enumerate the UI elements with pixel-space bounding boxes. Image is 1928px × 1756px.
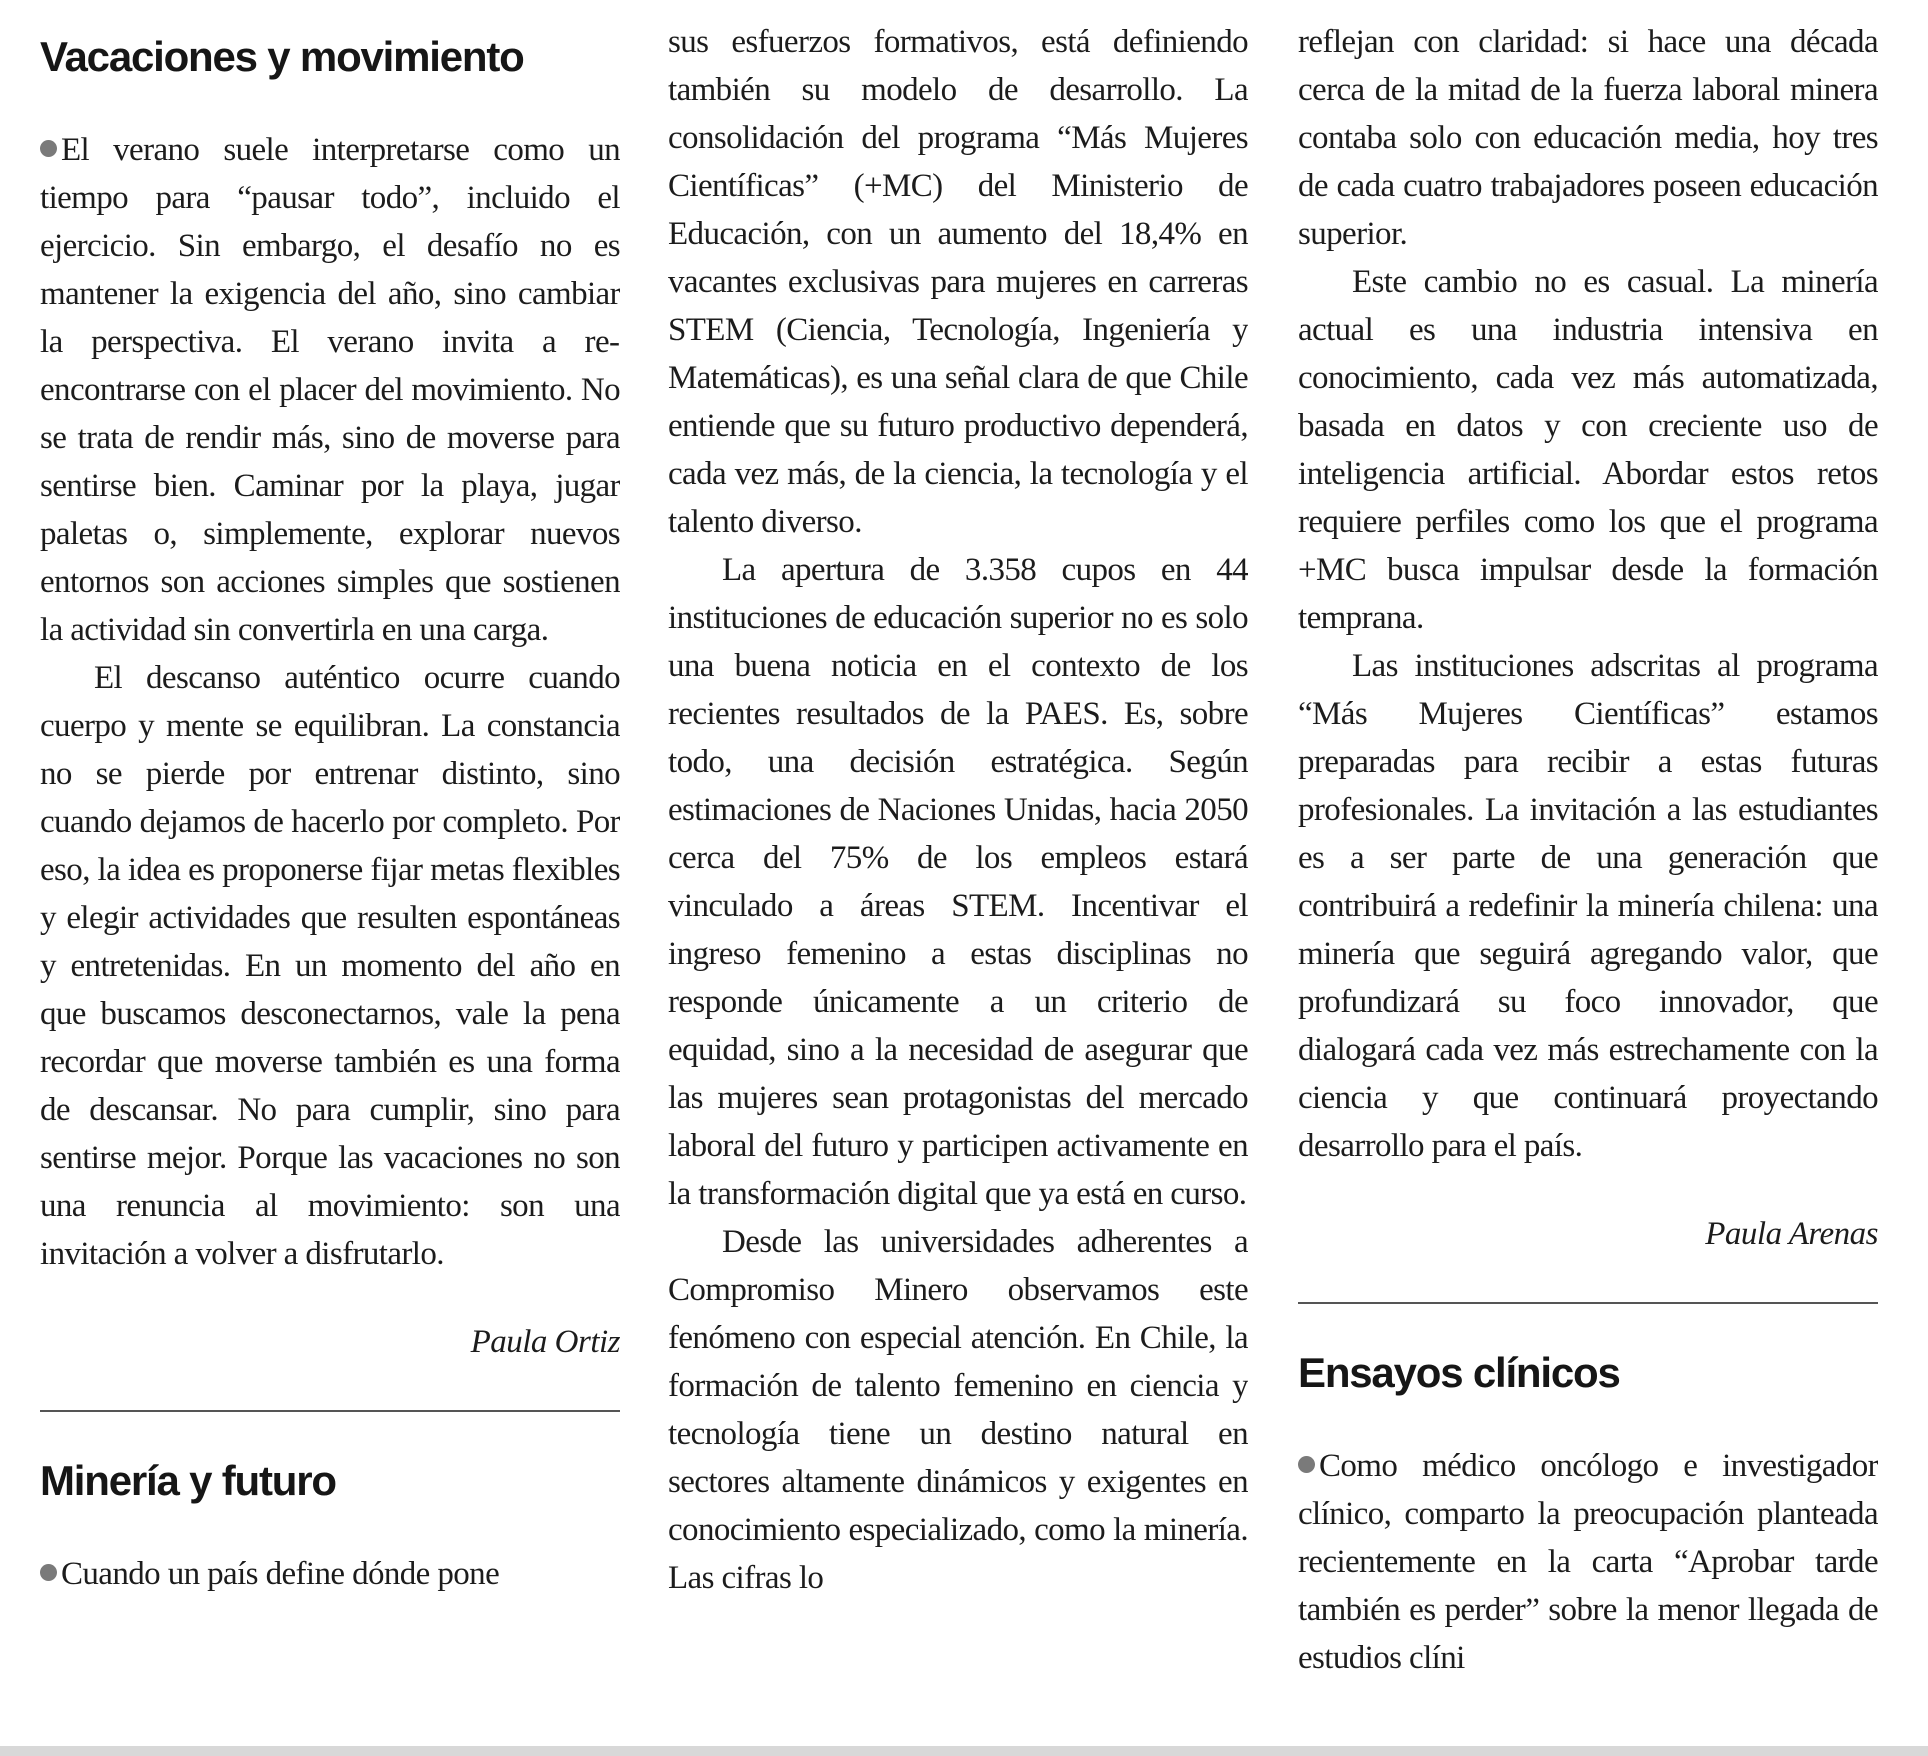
article-vacaciones-paragraph-1-text: El verano suele interpretarse como un tiempo para “pausar todo”, incluido el ejercicio. Sin embargo, el desafío no es mantener la exigencia del año, sino cambiar la perspectiva. El verano invita a reencontrarse con el placer del movimiento. No se trata de rendir más, sino de moverse para sentirse bien. Caminar por la playa, jugar paletas o, simplemente, explorar nuevos entornos son acciones simples que sostienen la actividad sin convertirla en una carga. [40, 132, 620, 648]
section-divider [40, 1410, 620, 1412]
section-divider [1298, 1302, 1878, 1304]
article-vacaciones-paragraph-2: El descanso auténtico ocurre cuando cuerpo y mente se equilibran. La constancia no se pierde por entrenar distinto, sino cuando dejamos de hacerlo por completo. Por eso, la idea es proponerse fijar metas flexibles y elegir actividades que resulten espontáneas y entretenidas. En un momento del año en que buscamos desconectarnos, vale la pena recordar que moverse también es una forma de descansar. No para cumplir, sino para sentirse mejor. Porque las vacaciones no son una renuncia al movimiento: son una invitación a volver a disfrutarlo. [40, 660, 620, 1272]
article-mineria-paragraph-cont: sus esfuerzos formativos, está definiendo también su modelo de desarrollo. La consolidación del programa “Más Mujeres Científicas” (+MC) del Ministerio de Educación, con un aumento del 18,4% en vacantes exclusivas para mujeres en carreras STEM (Ciencia, Tecnología, Ingeniería y Matemáticas), es una señal clara de que Chile entiende que su futuro productivo dependerá, cada vez más, de la ciencia, la tecnología y el talento diverso. [668, 24, 1248, 540]
page-bottom-edge [0, 1746, 1928, 1756]
article-ensayos-paragraph-1 [1298, 1442, 1878, 1682]
article-mineria-paragraph-2: La apertura de 3.358 cupos en 44 instituciones de educación superior no es solo una buena noticia en el contexto de los recientes resultados de la PAES. Es, sobre todo, una decisión estratégica. Según estimaciones de Naciones Unidas, hacia 2050 cerca del 75% de los empleos estará vinculado a áreas STEM. Incentivar el ingreso femenino a estas disciplinas no responde únicamente a un criterio de equidad, sino a la necesidad de asegurar que las mujeres sean protagonistas del mercado laboral del futuro y participen activamente en la transformación digital que ya está en curso. [668, 552, 1248, 1212]
column-right [1298, 18, 1878, 1738]
bullet-dot-icon [40, 140, 57, 157]
author-signature-arenas: Paula Arenas [1705, 1216, 1878, 1252]
bullet-dot-icon [40, 1564, 57, 1581]
article-mineria-paragraph-1-text: Cuando un país define dónde pone [61, 1556, 500, 1592]
headline-mineria: Minería y futuro [40, 1457, 336, 1504]
headline-vacaciones: Vacaciones y movimiento [40, 33, 524, 80]
article-mineria-paragraph-1 [40, 1550, 620, 1598]
article-mineria-paragraph-5: Las instituciones adscritas al programa “Más Mujeres Científicas” estamos preparadas para recibir a estas futuras profesionales. La invitación a las estudiantes es a ser parte de una generación que contribuirá a redefinir la minería chilena: una minería que seguirá agregando valor, que profundizará su foco innovador, que dialogará cada vez más estrechamente con la ciencia y que continuará proyectando desarrollo para el país. [1298, 648, 1878, 1164]
author-signature-ortiz: Paula Ortiz [470, 1324, 620, 1360]
article-ensayos-paragraph-1-text: Como médico oncólogo e investigador clínico, comparto la preocupación planteada recientemente en la carta “Aprobar tarde también es perder” sobre la menor llegada de estudios clíni [1298, 1448, 1878, 1676]
article-vacaciones-paragraph-1 [40, 126, 620, 654]
article-mineria-paragraph-4: Este cambio no es casual. La minería actual es una industria intensiva en conocimiento, cada vez más automatizada, basada en datos y con creciente uso de inteligencia artificial. Abordar estos retos requiere perfiles como los que el programa +MC busca impulsar desde la formación temprana. [1298, 264, 1878, 636]
headline-ensayos: Ensayos clínicos [1298, 1349, 1620, 1396]
bullet-dot-icon [1298, 1456, 1315, 1473]
article-mineria-paragraph-3: Desde las universidades adherentes a Compromiso Minero observamos este fenómeno con especial atención. En Chile, la formación de talento femenino en ciencia y tecnología tiene un destino natural en sectores altamente dinámicos y exigentes en conocimiento especializado, como la minería. Las cifras lo [668, 1224, 1248, 1596]
column-left [40, 18, 620, 1738]
column-middle [668, 18, 1248, 1738]
article-mineria-paragraph-cont-2: reflejan con claridad: si hace una década cerca de la mitad de la fuerza laboral minera contaba solo con educación media, hoy tres de cada cuatro trabajadores poseen educación superior. [1298, 24, 1878, 252]
